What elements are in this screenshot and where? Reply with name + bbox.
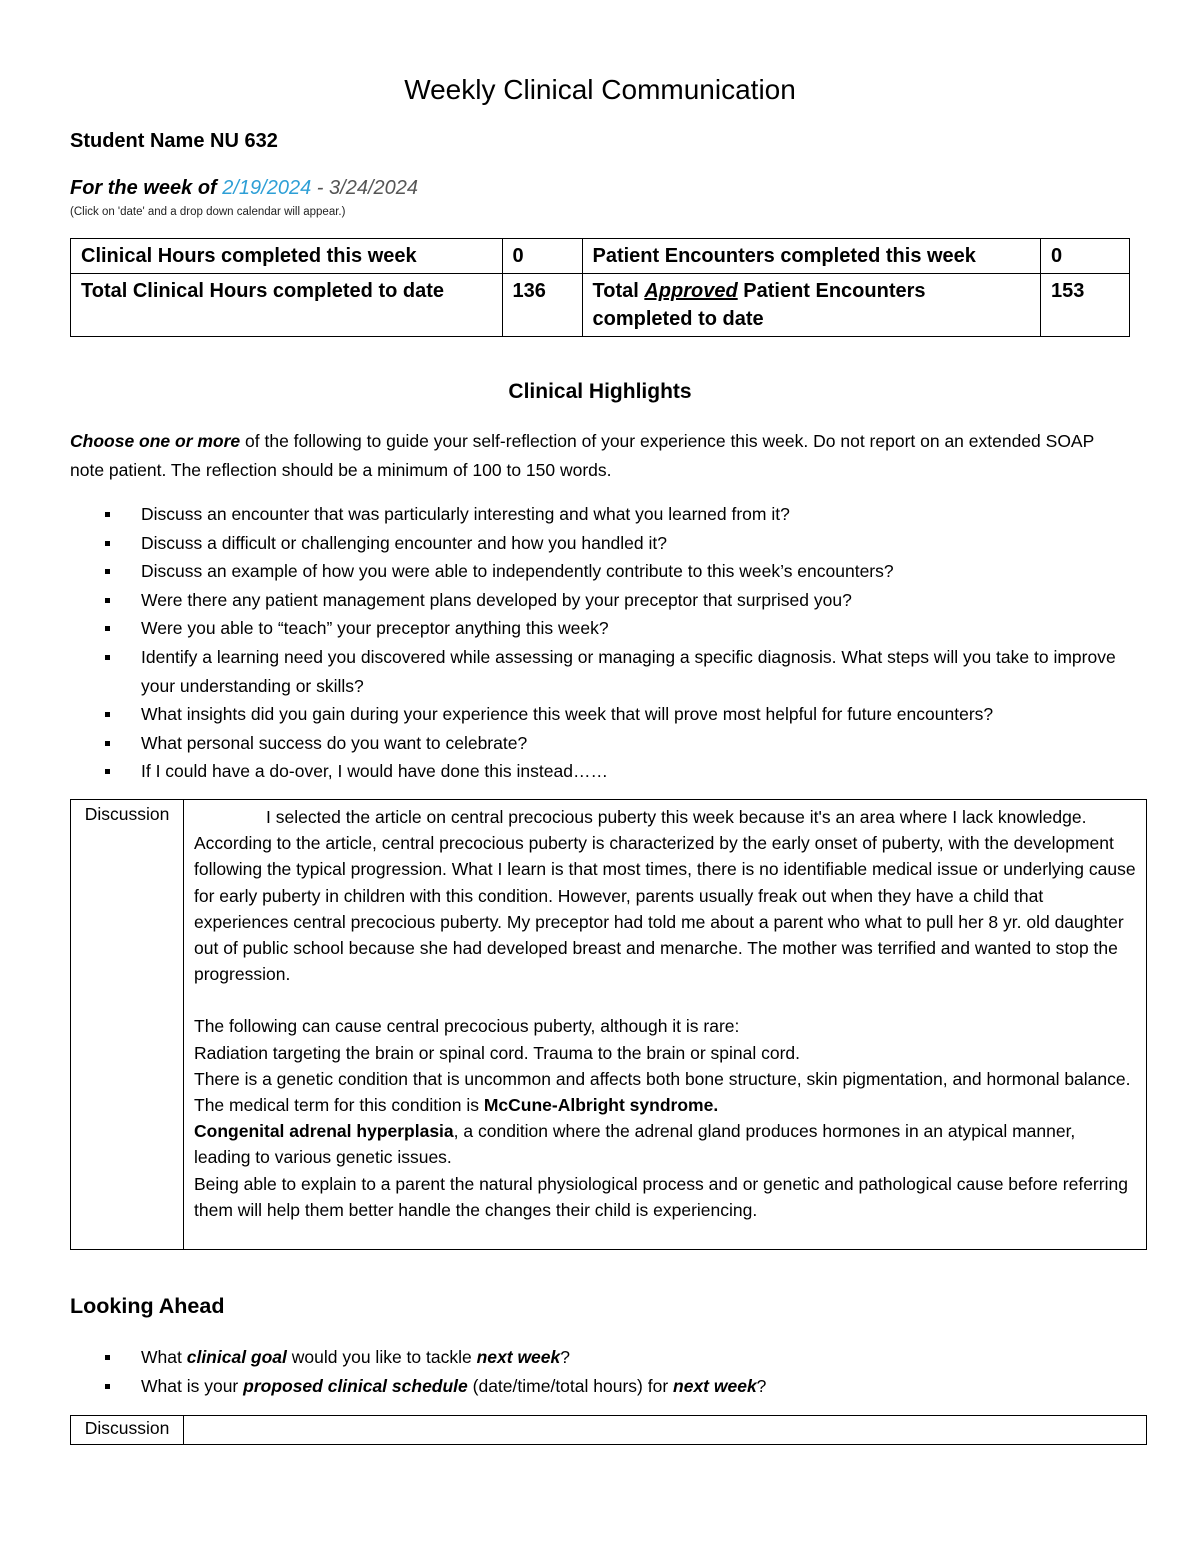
discussion-line: The following can cause central precocious puberty, although it is rare:	[194, 1016, 740, 1037]
student-name: Student Name NU 632	[70, 130, 278, 152]
q-emphasis: clinical goal	[186, 1347, 287, 1367]
q-text: (date/time/total hours) for	[467, 1375, 674, 1396]
list-item: Discuss a difficult or challenging encounter and how you handled it?	[100, 529, 1130, 558]
clinical-highlights-heading: Clinical Highlights	[508, 380, 692, 403]
next-discussion-label: Discussion	[71, 1416, 184, 1445]
paragraph-gap	[194, 987, 1136, 1013]
weekly-hours-value[interactable]: 0	[502, 239, 582, 274]
table-row	[71, 274, 1130, 337]
approved-emphasis: Approved	[644, 280, 738, 302]
total-encounters-value[interactable]: 153	[1041, 274, 1130, 337]
next-discussion-response[interactable]	[184, 1416, 1147, 1445]
intro-rest: of the following to guide your self-reflection of your experience this week. Do not report on an extended SOAP note patient. The reflection should be a minimum of 100 to 150 words.	[70, 431, 1094, 480]
weekly-encounters-label: Patient Encounters completed this week	[582, 239, 1041, 274]
line-text: , a condition where the adrenal gland produces hormones in an atypical manner, leading to various genetic issues.	[194, 1121, 1076, 1168]
line-end: .	[713, 1095, 719, 1116]
page-title: Weekly Clinical Communication	[404, 74, 796, 105]
list-item	[100, 1343, 1130, 1372]
q-text: What	[141, 1347, 187, 1367]
looking-ahead-heading: Looking Ahead	[70, 1294, 225, 1318]
line-text: There is a genetic condition that is uncommon and affects both bone structure, skin pigmentation, and hormonal balance. The medical term for this condition is	[194, 1068, 1131, 1116]
weekly-hours-label: Clinical Hours completed this week	[71, 239, 503, 274]
table-row	[71, 1416, 1147, 1445]
list-item: Were you able to “teach” your preceptor anything this week?	[100, 614, 1130, 643]
discussion-line: Being able to explain to a parent the natural physiological process and or genetic and pathological cause before referring them will help them better handle the changes their child is experiencing.	[194, 1173, 1128, 1220]
total-encounters-prefix: Total	[592, 280, 645, 302]
total-encounters-suffix: Patient Encounters completed to date	[592, 280, 926, 330]
total-hours-value[interactable]: 136	[502, 274, 582, 337]
q-emphasis: next week	[476, 1347, 561, 1367]
q-emphasis: next week	[673, 1375, 757, 1396]
discussion-line	[194, 1066, 1136, 1118]
week-label: For the week of	[70, 177, 223, 199]
total-encounters-label	[582, 274, 1041, 337]
total-hours-label: Total Clinical Hours completed to date	[71, 274, 503, 337]
syndrome-term: McCune-Albright syndrome	[483, 1095, 714, 1116]
q-text: ?	[756, 1375, 767, 1396]
q-text: would you like to tackle	[286, 1347, 477, 1367]
highlights-intro	[70, 427, 1130, 485]
week-end-date[interactable]: 3/24/2024	[329, 177, 418, 199]
table-row	[71, 800, 1147, 1250]
table-row	[71, 239, 1130, 274]
discussion-label: Discussion	[71, 800, 184, 1250]
reflection-prompts-list	[100, 500, 1130, 786]
q-text: ?	[560, 1347, 570, 1367]
list-item: What personal success do you want to celebrate?	[100, 729, 1130, 758]
discussion-paragraph: I selected the article on central precocious puberty this week because it's an area where I lack knowledge. According to the article, central precocious puberty is characterized by the early onset of puberty, with the development following the typical progression. What I learn is that most times, there is no identifiable medical issue or underlying cause for early puberty in children with this condition. However, parents usually freak out when they have a child that experiences central precocious puberty. My preceptor had told me about a parent who what to pull her 8 yr. old daughter out of public school because she had developed breast and menarche. The mother was terrified and wanted to stop the progression.	[194, 807, 1136, 985]
list-item: Discuss an example of how you were able to independently contribute to this week’s encounters?	[100, 557, 1130, 586]
list-item: If I could have a do-over, I would have done this instead……	[100, 757, 1130, 786]
intro-lead: Choose one or more	[70, 431, 241, 451]
weekly-encounters-value[interactable]: 0	[1041, 239, 1130, 274]
discussion-table	[70, 799, 1147, 1250]
discussion-line	[194, 1118, 1136, 1170]
list-item: Were there any patient management plans developed by your preceptor that surprised you?	[100, 586, 1130, 615]
discussion-response[interactable]	[184, 800, 1147, 1250]
q-emphasis: proposed clinical schedule	[243, 1375, 468, 1396]
list-item: Discuss an encounter that was particularly interesting and what you learned from it?	[100, 500, 1130, 529]
date-hint: (Click on 'date' and a drop down calendar will appear.)	[70, 206, 346, 218]
week-start-date[interactable]: 2/19/2024	[222, 177, 312, 199]
looking-ahead-list	[100, 1343, 1130, 1400]
list-item: Identify a learning need you discovered while assessing or managing a specific diagnosis. What steps will you take to improve your understanding or skills?	[100, 643, 1130, 700]
next-week-discussion-table	[70, 1415, 1147, 1445]
q-text: What is your	[141, 1375, 244, 1396]
week-range-dash: -	[311, 177, 330, 199]
condition-term: Congenital adrenal hyperplasia	[194, 1121, 454, 1142]
week-range	[70, 177, 418, 200]
list-item: What insights did you gain during your experience this week that will prove most helpful for future encounters?	[100, 700, 1130, 729]
discussion-line: Radiation targeting the brain or spinal cord. Trauma to the brain or spinal cord.	[194, 1042, 801, 1063]
list-item	[100, 1372, 1130, 1401]
hours-table	[70, 238, 1130, 337]
